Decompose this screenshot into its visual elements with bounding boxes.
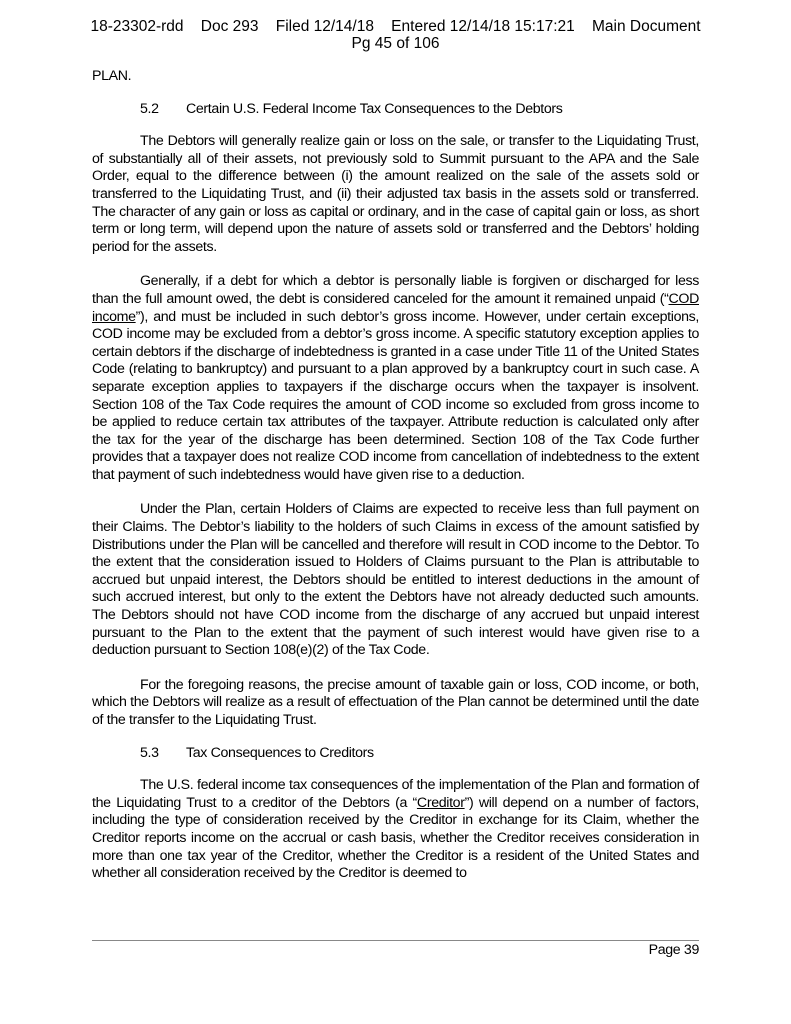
section-5-2-title: Certain U.S. Federal Income Tax Consequences to the Debtors bbox=[186, 100, 563, 117]
defined-term-creditor: Creditor bbox=[416, 794, 465, 811]
section-5-2-number: 5.2 bbox=[140, 100, 159, 117]
paragraph-gain-loss: The Debtors will generally realize gain or loss on the sale, or transfer to the Liquidating Trust, of substantially all of their assets, not previously sold to Summit pursuant to the APA and the Sale Order, equal to the difference between (i) the amount realized on the sale of the assets sold or transferred to the Liquidating Trust, and (ii) their adjusted tax basis in the assets sold or transferred. The character of any gain or loss as capital or ordinary, and in the case of capital gain or loss, as short term or long term, will depend upon the nature of assets sold or transferred and the Debtors’ holding period for the assets. bbox=[92, 133, 699, 255]
paragraph-foregoing-reasons: For the foregoing reasons, the precise amount of taxable gain or loss, COD income, or both, which the Debtors will realize as a result of effectuation of the Plan cannot be determined until the date of the transfer to the Liquidating Trust. bbox=[92, 676, 699, 728]
paragraph-holders-claims: Under the Plan, certain Holders of Claims are expected to receive less than full payment on their Claims. The Debtor’s liability to the holders of such Claims in excess of the amount satisfied by Distributions under the Plan will be cancelled and therefore will result in COD income to the Debtor. To the extent that the consideration issued to Holders of Claims pursuant to the Plan is attributable to accrued but unpaid interest, the Debtors should be entitled to interest deductions in the amount of such accrued interest, but only to the extent the Debtors have not already deducted such amounts. The Debtors should not have COD income from the discharge of any accrued but unpaid interest pursuant to the Plan to the extent that the payment of such interest would have given rise to a deduction pursuant to Section 108(e)(2) of the Tax Code. bbox=[92, 501, 699, 659]
paragraph-cod-income bbox=[92, 273, 699, 484]
footer-divider bbox=[92, 940, 699, 941]
filing-header-line2: Pg 45 of 106 bbox=[351, 35, 440, 52]
section-5-3-number: 5.3 bbox=[140, 744, 159, 761]
paragraph-cod-income-part1: Generally, if a debt for which a debtor is personally liable is forgiven or discharged for less than the full amount owed, the debt is considered canceled for the amount it remained unpaid (“ bbox=[92, 273, 699, 307]
defined-term-cod-income: COD income bbox=[92, 290, 699, 325]
filing-header-line1: 18-23302-rdd Doc 293 Filed 12/14/18 Entered 12/14/18 15:17:21 Main Document bbox=[90, 18, 701, 35]
section-5-3-title: Tax Consequences to Creditors bbox=[186, 744, 374, 761]
section-5-2-heading bbox=[92, 101, 699, 119]
paragraph-creditor-consequences bbox=[92, 777, 699, 883]
paragraph-cod-income-part2: ”), and must be included in such debtor’s gross income. However, under certain exceptions, COD income may be excluded from a debtor’s gross income. A specific statutory exception applies to certain debtors if the discharge of indebtedness is granted in a case under Title 11 of the United States Code (relating to bankruptcy) and pursuant to a plan approved by a bankruptcy court in such case. A separate exception applies to taxpayers if the discharge occurs when the taxpayer is insolvent. Section 108 of the Tax Code requires the amount of COD income so excluded from gross income to be applied to reduce certain tax attributes of the taxpayer. Attribute reduction is calculated only after the tax for the year of the discharge has been determined. Section 108 of the Tax Code further provides that a taxpayer does not realize COD income from cancellation of indebtedness to the extent that payment of such indebtedness would have given rise to a deduction. bbox=[92, 308, 699, 483]
section-5-3-heading bbox=[92, 745, 699, 763]
filing-header bbox=[0, 18, 791, 52]
document-body bbox=[92, 68, 699, 883]
page-number: Page 39 bbox=[648, 942, 699, 958]
paragraph-creditor-part2: ”) will depend on a number of factors, including the type of consideration received by the Creditor in exchange for its Claim, whether the Creditor reports income on the accrual or cash basis, whether the Creditor receives consideration in more than one tax year of the Creditor, whether the Creditor is a resident of the United States and whether all consideration received by the Creditor is deemed to bbox=[92, 794, 699, 882]
paragraph-creditor-part1: The U.S. federal income tax consequences of the implementation of the Plan and formation of the Liquidating Trust to a creditor of the Debtors (a “ bbox=[92, 777, 699, 811]
plan-end-text: PLAN. bbox=[92, 68, 132, 84]
